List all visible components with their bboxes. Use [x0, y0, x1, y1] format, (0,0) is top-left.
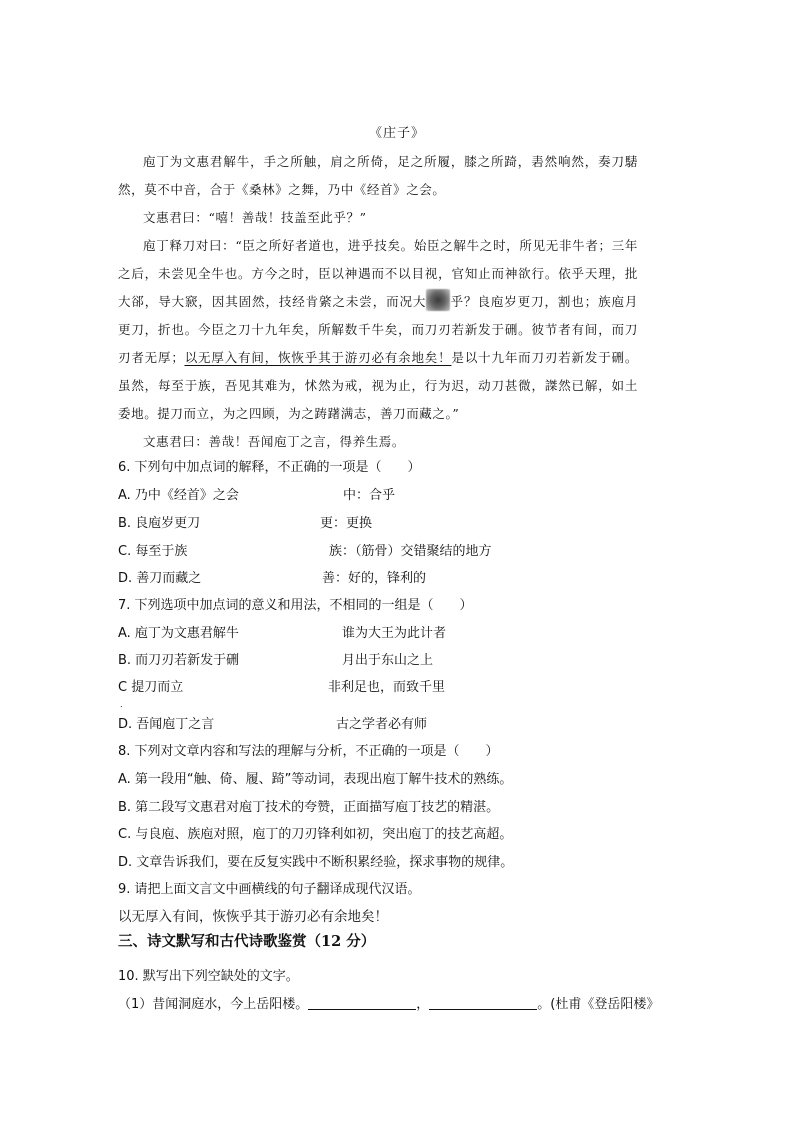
option-text: A. 庖丁为文惠君解牛 [118, 626, 239, 641]
passage-paragraph-2: 文惠君曰：“嘻！善哉！技盖至此乎？” [143, 210, 367, 225]
question-8-option-d[interactable]: D. 文章告诉我们，要在反复实践中不断积累经验，探求事物的规律。 [118, 855, 514, 870]
question-6-stem: 6. 下列句中加点词的解释，不正确的一项是（ ） [118, 460, 421, 475]
question-9-sentence: 以无厚入有间，恢恢乎其于游刃必有余地矣！ [118, 909, 388, 925]
underlined-sentence: 以无厚入有间，恢恢乎其于游刃必有余地矣！ [184, 350, 452, 365]
option-compare: 月出于东山之上 [342, 653, 434, 668]
option-gloss: 更：更换 [320, 516, 373, 531]
answer-blank-2[interactable] [429, 997, 537, 1010]
question-9-stem: 9. 请把上面文言文中画横线的句子翻译成现代汉语。 [118, 882, 421, 897]
passage-title: 《庄子》 [368, 126, 425, 141]
question-7-option-a[interactable] [118, 622, 447, 641]
q10-item-1-text: （1）昔闻洞庭水，今上岳阳楼。 [118, 997, 309, 1012]
option-gloss: 善：好的，锋利的 [322, 571, 427, 586]
option-text: B. 良庖岁更刀 [118, 516, 201, 531]
option-gloss: 中：合乎 [343, 488, 396, 503]
question-7-option-c[interactable] [118, 676, 446, 695]
paragraph-3-part-c: 是以十九年而刀刃若新发于硎。虽然，每至于族，吾见其难为，怵然为戒，视为止，行为迟，动刀甚微，謋然已解，如土委地。提刀而立，为之四顾，为之踌躇满志，善刀而藏之。” [118, 350, 638, 421]
option-compare: 非利足也，而致千里 [328, 680, 446, 695]
option-text: D. 善刀而藏之 [118, 571, 202, 586]
passage-paragraph-1: 庖丁为文惠君解牛，手之所触，肩之所倚，足之所履，膝之所踦，砉然响然，奏刀騞然，莫不中音，合于《桑林》之舞，乃中《经首》之会。 [118, 154, 638, 197]
option-gloss: 族：（筋骨）交错聚结的地方 [329, 544, 492, 559]
question-6-option-b[interactable] [118, 512, 373, 531]
option-compare: 古之学者必有师 [336, 717, 428, 732]
option-text: B. 而刀刃若新发于硎 [118, 653, 240, 668]
answer-blank-1[interactable] [308, 997, 416, 1010]
option-text: A. 乃中《经首》之会 [118, 488, 239, 503]
question-7-option-d[interactable] [118, 713, 428, 732]
question-8-option-c[interactable]: C. 与良庖、族庖对照，庖丁的刀刃锋利如初，突出庖丁的技艺高超。 [118, 827, 513, 842]
question-8-stem: 8. 下列对文章内容和写法的理解与分析，不正确的一项是（ ） [118, 744, 499, 759]
blurred-character-image [426, 289, 450, 311]
question-6-option-d[interactable] [118, 567, 427, 586]
q10-item-1-comma: ， [416, 997, 430, 1012]
paragraph-3-part-a: 庖丁释刀对曰：“臣之所好者道也，进乎技矣。始臣之解牛之时，所见无非牛者；三年之后，未尝见全牛也。方今之时，臣以神遇而不以目视，官知止而神欲行。依乎天理，批大郤，导大窾，因其固然，技经肯綮之未尝，而况大 [118, 238, 638, 309]
q10-item-1-source: 。(杜甫《登岳阳楼》 [537, 997, 660, 1012]
stray-mark: . [120, 700, 123, 709]
question-10-stem: 10. 默写出下列空缺处的文字。 [118, 969, 299, 984]
question-6-option-a[interactable] [118, 484, 396, 503]
passage-text [118, 148, 638, 456]
question-10-item-1 [118, 993, 659, 1012]
passage-paragraph-4: 文惠君曰：善哉！吾闻庖丁之言，得养生焉。 [143, 434, 406, 449]
option-compare: 谁为大王为此计者 [342, 626, 447, 641]
question-8-option-b[interactable]: B. 第二段写文惠君对庖丁技术的夸赞，正面描写庖丁技艺的精湛。 [118, 800, 500, 815]
question-7-stem: 7. 下列选项中加点词的意义和用法，不相同的一组是（ ） [118, 598, 473, 613]
option-text: C 提刀而立 [118, 680, 184, 695]
passage-paragraph-3 [118, 232, 638, 428]
option-text: C. 每至于族 [118, 544, 188, 559]
question-8-option-a[interactable]: A. 第一段用“触、倚、履、踦”等动词，表现出庖丁解牛技术的熟练。 [118, 772, 513, 787]
section-3-heading: 三、诗文默写和古代诗歌鉴赏（12 分） [118, 933, 376, 950]
question-6-option-c[interactable] [118, 540, 492, 559]
option-text: D. 吾闻庖丁之言 [118, 717, 215, 732]
question-7-option-b[interactable] [118, 649, 434, 668]
paragraph-3-part-b: 乎？良庖岁更刀，割也；族庖月更刀，折也。今臣之刀十九年矣，所解数千牛矣，而刀刃若新发于硎。彼节者有间，而刀刃者无厚； [118, 294, 638, 365]
